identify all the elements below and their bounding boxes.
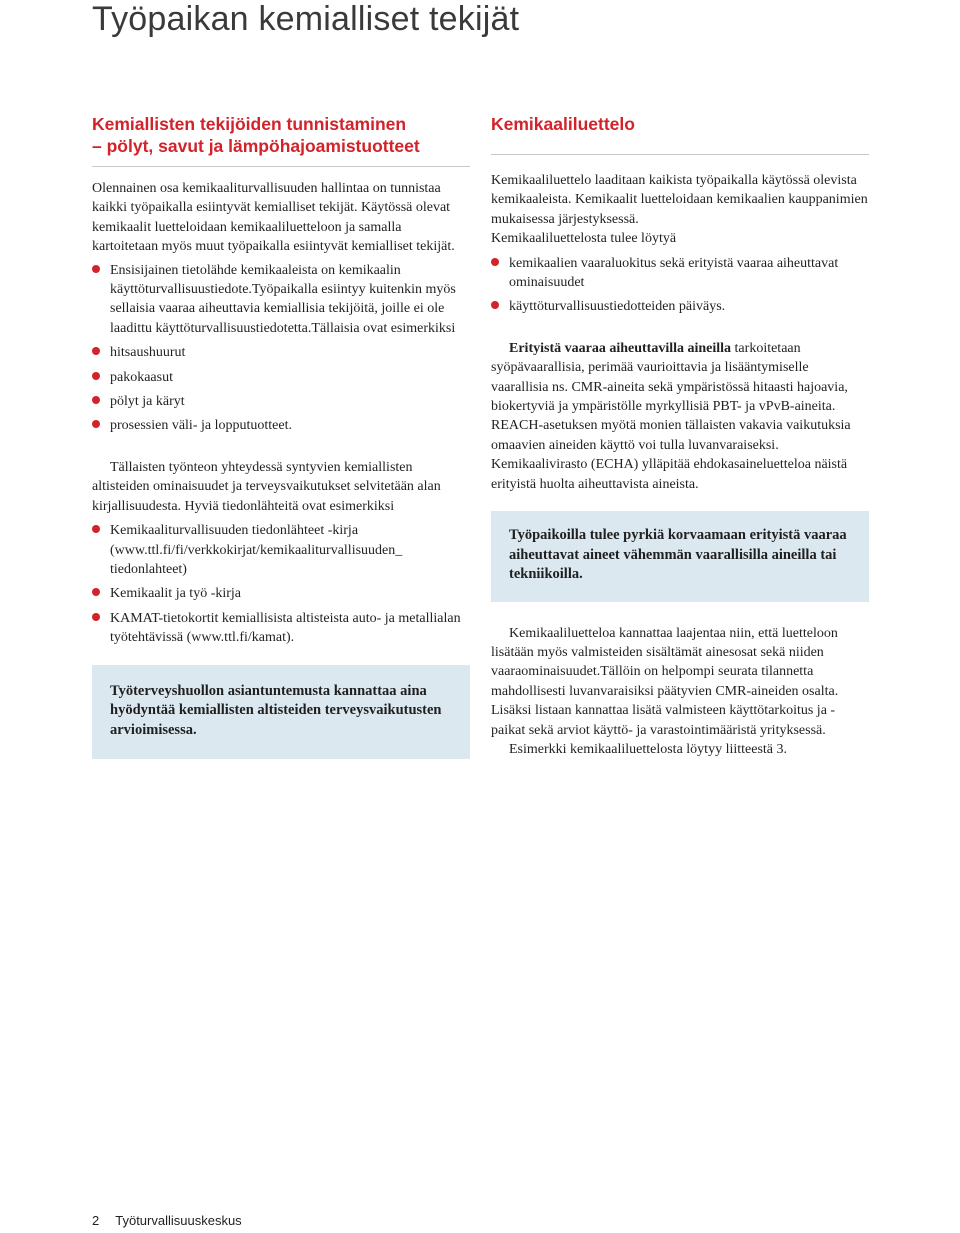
bullet-icon	[92, 613, 100, 621]
bullet-icon	[92, 525, 100, 533]
section-heading-chemical-list: Kemikaaliluettelo	[491, 113, 869, 155]
example-reference: Esimerkki kemikaaliluettelosta löytyy liitteestä 3.	[509, 742, 787, 758]
left-column	[92, 113, 470, 759]
substitution-callout: Työpaikoilla tulee pyrkiä korvaamaan erityistä vaaraa aiheuttavat aineet vähemmän vaarallisilla aineilla tai tekniikoilla.	[491, 511, 869, 602]
publisher-name: Työturvallisuuskeskus	[115, 1213, 242, 1228]
occupational-health-callout: Työterveyshuollon asiantuntemusta kannattaa aina hyödyntää kemiallisten altisteiden terveysvaikutusten arvioimisessa.	[92, 665, 470, 760]
section-heading-identification	[92, 113, 470, 167]
bullet-icon	[92, 265, 100, 273]
list-item	[92, 416, 470, 435]
list-item-text: prosessien väli- ja lopputuotteet.	[110, 418, 292, 434]
list-item	[92, 368, 470, 387]
list-item-text: kemikaalien vaaraluokitus sekä erityistä vaaraa aiheuttavat ominaisuudet	[509, 255, 839, 291]
list-item	[491, 297, 869, 316]
page-footer	[92, 1213, 258, 1228]
page-number: 2	[92, 1213, 100, 1228]
heading-line-2: – pölyt, savut ja lämpöhajoamistuotteet	[92, 136, 420, 156]
intro-paragraph: Olennainen osa kemikaaliturvallisuuden hallintaa on tunnistaa kaikki työpaikalla esiintyvät kemialliset tekijät. Käytössä olevat kemikaalit luetteloidaan kemikaaliluetteloon ja samalla kartoitetaan myös muut työpaikalla esiintyvät kemialliset tekijät.	[92, 181, 455, 255]
list-item	[92, 261, 470, 339]
list-item-text: hitsaushuurut	[110, 345, 186, 361]
primary-source-list	[92, 261, 470, 436]
bullet-icon	[92, 588, 100, 596]
hazardous-substances-text: tarkoitetaan syöpävaarallisia, perimää vaurioittavia ja lisääntymiselle vaarallisia ns. CMR-aineita sekä ympäristössä hitaasti hajoavia, biokertyviä ja ympäristölle myrkyllisiä PBT- ja vPvB-aineita. REACH-asetuksen myötä monien tällaisten vakavia vaikutuksia omaavien aineiden käyttö voi tulla luvanvaraiseksi. Kemikaalivirasto (ECHA) ylläpitää ehdokasaineluetteloa näistä erityistä huolta aiheuttavista aineista.	[491, 340, 851, 492]
sources-list	[92, 521, 470, 647]
requirements-list	[491, 254, 869, 317]
hazardous-substances-term: Erityistä vaaraa aiheuttavilla aineilla	[509, 340, 732, 356]
list-item	[92, 609, 470, 648]
list-item	[92, 521, 470, 579]
list-item	[491, 254, 869, 293]
list-item-text: pölyt ja käryt	[110, 394, 185, 410]
literature-paragraph: Tällaisten työnteon yhteydessä syntyvien kemiallisten altisteiden ominaisuudet ja terveysvaikutukset selvitetään alan kirjallisuudesta. Hyviä tiedonlähteitä ovat esimerkiksi	[92, 459, 441, 514]
bullet-icon	[92, 372, 100, 380]
page-title: Työpaikan kemialliset tekijät	[92, 0, 520, 38]
bullet-icon	[491, 258, 499, 266]
list-item-text: Kemikaaliturvallisuuden tiedonlähteet -kirja (www.ttl.fi/fi/verkkokirjat/kemikaaliturvallisuuden_ tiedonlahteet)	[110, 523, 403, 577]
chemical-list-intro: Kemikaaliluettelo laaditaan kaikista työpaikalla käytössä olevista kemikaaleista. Kemikaalit luetteloidaan kemikaalien kauppanimien mukaisessa järjestyksessä.	[491, 173, 868, 227]
list-item-text: pakokaasut	[110, 369, 173, 385]
list-item-text: käyttöturvallisuustiedotteiden päiväys.	[509, 299, 726, 315]
list-item	[92, 343, 470, 362]
list-item	[92, 392, 470, 411]
bullet-icon	[491, 301, 499, 309]
list-item	[92, 584, 470, 603]
extend-list-paragraph: Kemikaaliluetteloa kannattaa laajentaa niin, että luetteloon lisätään myös valmisteiden sisältämät ainesosat sekä niiden vaaraominaisuudet.Tällöin on helpompi seurata tilannetta mahdollisesti luvanvaraisiksi päätyvien CMR-aineiden osalta. Lisäksi listaan kannattaa lisätä valmisteen käyttötarkoitus ja -paikat sekä arviot käyttö- ja varastointimääristä yrityksessä.	[491, 625, 839, 738]
list-item-text: KAMAT-tietokortit kemiallisista altisteista auto- ja metallialan työtehtävissä (www.ttl.fi/kamat).	[110, 610, 461, 646]
hazardous-substances-paragraph	[491, 339, 869, 494]
bullet-icon	[92, 420, 100, 428]
bullet-icon	[92, 396, 100, 404]
right-column	[491, 113, 869, 759]
chemical-list-requirements: Kemikaaliluettelosta tulee löytyä	[491, 231, 677, 247]
heading-line-1: Kemiallisten tekijöiden tunnistaminen	[92, 114, 407, 134]
list-item-text: Ensisijainen tietolähde kemikaaleista on kemikaalin käyttöturvallisuustiedote.Työpaikalla esiintyy kuitenkin myös sellaisia vaaraa aiheuttavia kemiallisia tekijöitä, joille ei ole laadittu käyttöturvallisuustiedotetta.Tällaisia ovat esimerkiksi	[110, 262, 456, 336]
list-item-text: Kemikaalit ja työ -kirja	[110, 586, 242, 602]
bullet-icon	[92, 347, 100, 355]
